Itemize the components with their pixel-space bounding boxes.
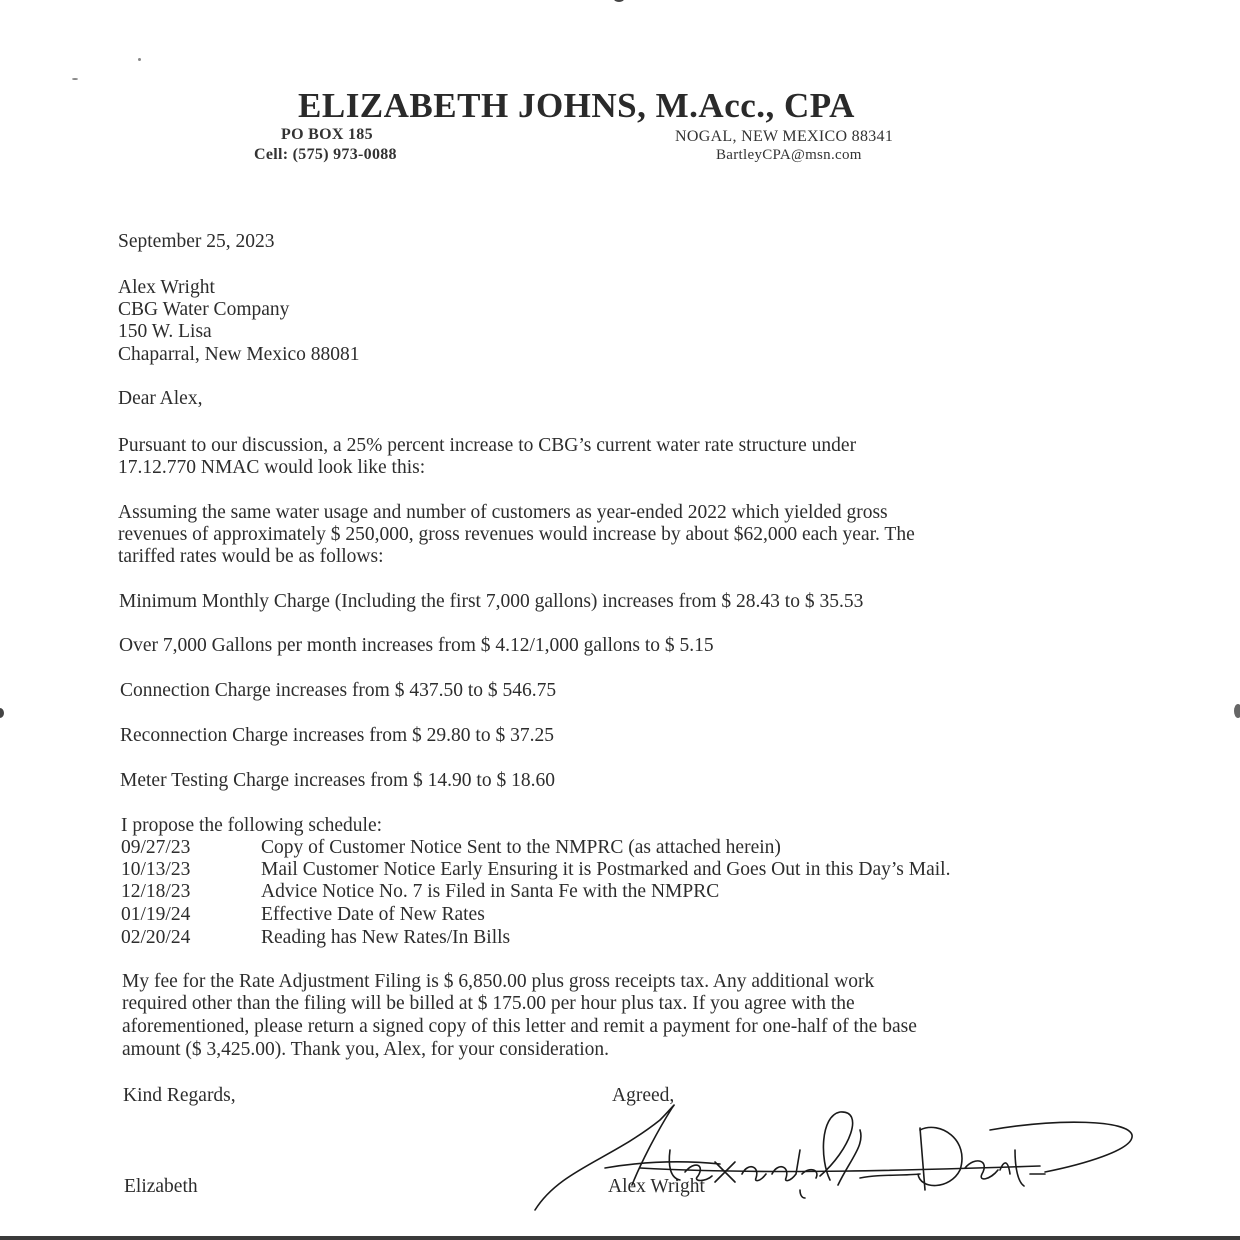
agreed-label: Agreed,	[612, 1085, 675, 1106]
letterhead-cell: Cell: (575) 973-0088	[254, 146, 397, 163]
schedule-description: Mail Customer Notice Early Ensuring it is Postmarked and Goes Out in this Day’s Mail.	[261, 859, 951, 880]
rate-connection: Connection Charge increases from $ 437.50 to $ 546.75	[120, 680, 557, 701]
letterhead-city: NOGAL, NEW MEXICO 88341	[675, 128, 894, 145]
rate-minimum-monthly: Minimum Monthly Charge (Including the first 7,000 gallons) increases from $ 28.43 to $ 35.53	[119, 591, 864, 612]
fee-line2: required other than the filing will be billed at $ 175.00 per hour plus tax. If you agree with the	[122, 993, 855, 1014]
schedule-description: Copy of Customer Notice Sent to the NMPRC (as attached herein)	[261, 837, 781, 858]
letter-date: September 25, 2023	[118, 231, 275, 252]
signer-right-name: Alex Wright	[608, 1176, 705, 1197]
recipient-street: 150 W. Lisa	[118, 321, 212, 342]
schedule-date: 02/20/24	[121, 927, 191, 948]
paragraph1-line1: Pursuant to our discussion, a 25% percent increase to CBG’s current water rate structure under	[118, 435, 857, 456]
schedule-date: 12/18/23	[121, 881, 191, 902]
schedule-date: 01/19/24	[121, 904, 191, 925]
schedule-intro: I propose the following schedule:	[121, 815, 383, 836]
schedule-date: 09/27/23	[121, 837, 191, 858]
scan-edge-mark	[1234, 704, 1240, 718]
rate-over-7000: Over 7,000 Gallons per month increases from $ 4.12/1,000 gallons to $ 5.15	[119, 635, 714, 656]
paragraph2-line2: revenues of approximately $ 250,000, gross revenues would increase by about $62,000 each year. The	[118, 524, 915, 545]
salutation: Dear Alex,	[118, 388, 203, 409]
handwritten-signature	[520, 1090, 1150, 1220]
fee-line1: My fee for the Rate Adjustment Filing is $ 6,850.00 plus gross receipts tax. Any additional work	[122, 971, 875, 992]
fee-line4: amount ($ 3,425.00). Thank you, Alex, for your consideration.	[122, 1039, 610, 1060]
schedule-date: 10/13/23	[121, 859, 191, 880]
rate-meter-testing: Meter Testing Charge increases from $ 14.90 to $ 18.60	[120, 770, 555, 791]
scan-speck	[72, 78, 78, 80]
letterhead-email: BartleyCPA@msn.com	[716, 147, 862, 163]
scan-edge-mark	[614, 0, 624, 2]
paragraph2-line3: tariffed rates would be as follows:	[118, 546, 384, 567]
paragraph2-line1: Assuming the same water usage and number of customers as year-ended 2022 which yielded gross	[118, 502, 888, 523]
scan-bottom-border	[0, 1236, 1240, 1240]
paragraph1-line2: 17.12.770 NMAC would look like this:	[118, 457, 426, 478]
schedule-description: Effective Date of New Rates	[261, 904, 485, 925]
scan-edge-mark	[0, 708, 4, 718]
rate-reconnection: Reconnection Charge increases from $ 29.80 to $ 37.25	[120, 725, 554, 746]
schedule-description: Advice Notice No. 7 is Filed in Santa Fe with the NMPRC	[261, 881, 720, 902]
letterhead-po-box: PO BOX 185	[281, 126, 373, 143]
scan-speck	[138, 58, 141, 61]
recipient-city: Chaparral, New Mexico 88081	[118, 344, 360, 365]
letterhead-name: ELIZABETH JOHNS, M.Acc., CPA	[298, 86, 855, 125]
fee-line3: aforementioned, please return a signed copy of this letter and remit a payment for one-half of the base	[122, 1016, 917, 1037]
schedule-description: Reading has New Rates/In Bills	[261, 927, 511, 948]
closing: Kind Regards,	[123, 1085, 236, 1106]
signer-left-name: Elizabeth	[124, 1176, 198, 1197]
recipient-name: Alex Wright	[118, 277, 215, 298]
recipient-company: CBG Water Company	[118, 299, 290, 320]
